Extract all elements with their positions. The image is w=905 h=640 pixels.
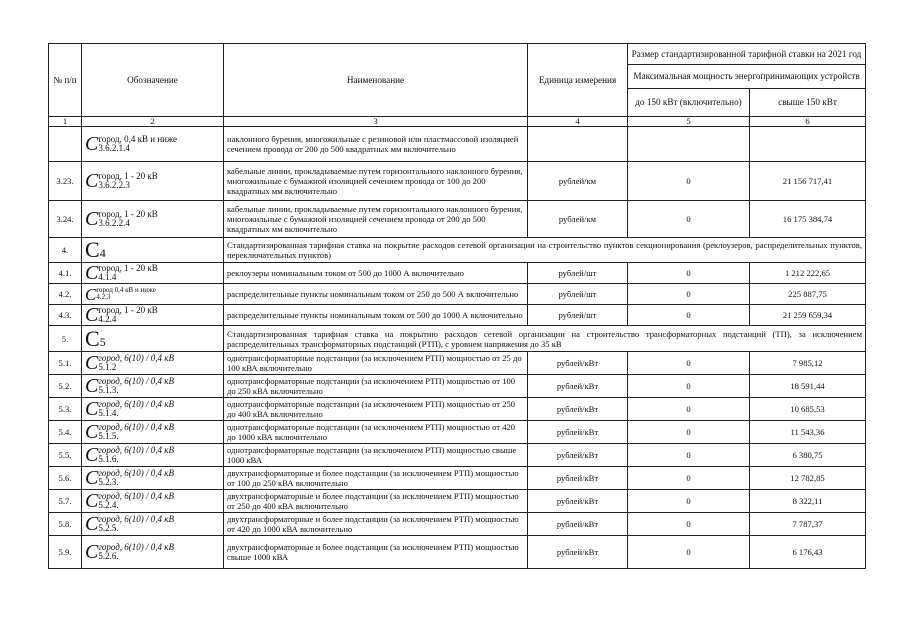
item-unit: рублей/кВт (528, 352, 628, 375)
rate-upto150: 0 (628, 536, 750, 569)
symbol-letter: C (85, 444, 99, 466)
tariff-table (48, 43, 866, 569)
symbol-subscript: 4.2.4 (98, 314, 117, 324)
item-name: двухтрансформаторные и более подстанции (за исключением РТП) мощностью от 100 до 250 кВА включительно (224, 467, 528, 490)
rate-upto150: 0 (628, 421, 750, 444)
rate-over150: 1 212 222,65 (750, 263, 866, 284)
column-number: 1 (49, 117, 82, 127)
item-unit: рублей/кВт (528, 467, 628, 490)
rate-upto150: 0 (628, 305, 750, 326)
rate-over150: 21 156 717,41 (750, 162, 866, 201)
symbol-letter: C (85, 541, 99, 563)
item-unit: рублей/кВт (528, 444, 628, 467)
rate-over150: 18 591,44 (750, 375, 866, 398)
symbol-subscript: 5.2.5. (98, 523, 119, 533)
rate-over150: 6 176,43 (750, 536, 866, 569)
row-number: 3.23. (49, 162, 82, 201)
rate-over150: 10 685,53 (750, 398, 866, 421)
symbol-superscript: город, 1 - 20 кВ (98, 263, 158, 273)
symbol-letter: C (85, 490, 99, 512)
designation-cell (82, 421, 224, 444)
item-name: двухтрансформаторные и более подстанции (за исключением РТП) мощностью свыше 1000 кВА (224, 536, 528, 569)
symbol-superscript: город, 6(10) / 0,4 кВ (98, 491, 174, 501)
tariff-symbol (85, 468, 220, 488)
section-row (49, 326, 866, 352)
rate-upto150: 0 (628, 467, 750, 490)
symbol-superscript: город, 6(10) / 0,4 кВ (98, 445, 174, 455)
symbol-letter: C (85, 375, 99, 397)
designation-cell (82, 375, 224, 398)
designation-cell (82, 444, 224, 467)
symbol-subscript: 5.1.2 (98, 362, 117, 372)
designation-cell (82, 284, 224, 305)
column-number: 3 (224, 117, 528, 127)
item-unit: рублей/кВт (528, 536, 628, 569)
rate-upto150: 0 (628, 201, 750, 238)
rate-over150: 12 782,85 (750, 467, 866, 490)
symbol-subscript: 4.1.4 (98, 272, 117, 282)
symbol-subscript: 5.2.3. (98, 477, 119, 487)
item-unit: рублей/кВт (528, 375, 628, 398)
designation-cell (82, 127, 224, 162)
item-unit: рублей/шт (528, 284, 628, 305)
symbol-superscript: город 0,4 кВ и ниже (96, 285, 156, 294)
item-name: кабельные линии, прокладываемые путем горизонтального наклонного бурения, многожильные с бумажной изоляцией сечением провода от 100 до 200 квадратных мм включительно (224, 162, 528, 201)
column-number: 6 (750, 117, 866, 127)
rate-over150: 6 380,75 (750, 444, 866, 467)
row-number: 5.1. (49, 352, 82, 375)
row-number: 4.3. (49, 305, 82, 326)
symbol-letter: C (85, 262, 99, 284)
rate-over150 (750, 127, 866, 162)
rate-upto150: 0 (628, 162, 750, 201)
table-row (49, 467, 866, 490)
symbol-subscript: 3.6.2.2.3 (98, 180, 130, 190)
rate-over150: 16 175 384,74 (750, 201, 866, 238)
symbol-superscript: город, 1 - 20 кВ (98, 209, 158, 219)
item-name: двухтрансформаторные и более подстанции (за исключением РТП) мощностью от 420 до 1000 кВА включительно (224, 513, 528, 536)
symbol-superscript: город, 6(10) / 0,4 кВ (98, 376, 174, 386)
row-number: 4.2. (49, 284, 82, 305)
symbol-subscript: 5.1.4. (98, 408, 119, 418)
item-name: однотрансформаторные подстанции (за исключением РТП) мощностью от 25 до 100 кВА включительно (224, 352, 528, 375)
symbol-letter: C (85, 513, 99, 535)
designation-cell (82, 162, 224, 201)
table-row (49, 201, 866, 238)
rate-over150: 21 259 659,34 (750, 305, 866, 326)
table-row (49, 305, 866, 326)
rate-upto150: 0 (628, 490, 750, 513)
header-over150: свыше 150 кВт (750, 89, 866, 117)
tariff-symbol (85, 445, 220, 465)
rate-over150: 11 543,36 (750, 421, 866, 444)
item-unit: рублей/кВт (528, 490, 628, 513)
table-row (49, 162, 866, 201)
symbol-letter: C (85, 284, 97, 304)
table-row (49, 284, 866, 305)
item-name: наклонного бурения, многожильные с резиновой или пластмассовой изоляцией сечением провода от 200 до 500 квадратных мм включительно (224, 127, 528, 162)
column-number: 4 (528, 117, 628, 127)
header-power-group: Максимальная мощность энергопринимающих устройств (628, 65, 866, 89)
table-row (49, 536, 866, 569)
header-unit: Единица измерения (528, 44, 628, 117)
row-number: 5.2. (49, 375, 82, 398)
tariff-symbol (85, 491, 220, 511)
designation-cell (82, 467, 224, 490)
item-unit: рублей/шт (528, 305, 628, 326)
table-row (49, 263, 866, 284)
rate-upto150: 0 (628, 352, 750, 375)
table-row (49, 375, 866, 398)
header-upto150: до 150 кВт (включительно) (628, 89, 750, 117)
symbol-letter: C (85, 237, 100, 262)
tariff-symbol (85, 325, 220, 351)
item-unit: рублей/кВт (528, 398, 628, 421)
item-unit: рублей/км (528, 201, 628, 238)
item-name: однотрансформаторные подстанции (за исключением РТП) мощностью от 100 до 250 кВА включительно (224, 375, 528, 398)
tariff-symbol (85, 376, 220, 396)
table-row (49, 490, 866, 513)
rate-upto150: 0 (628, 284, 750, 305)
table-row (49, 444, 866, 467)
item-unit: рублей/км (528, 162, 628, 201)
rate-upto150: 0 (628, 398, 750, 421)
row-number: 5.5. (49, 444, 82, 467)
symbol-letter: C (85, 352, 99, 374)
symbol-letter: C (85, 467, 99, 489)
designation-cell (82, 398, 224, 421)
symbol-letter: C (85, 304, 99, 326)
rate-upto150: 0 (628, 263, 750, 284)
row-number: 5. (49, 326, 82, 352)
rate-upto150 (628, 127, 750, 162)
section-description: Стандартизированная тарифная ставка на покрытию расходов сетевой организации на строительство трансформаторных подстанций (ТП), за исключением распределительных трансформаторных подстанций (РТП), с уровнем напряжения до 35 кВ (224, 326, 866, 352)
row-number: 5.3. (49, 398, 82, 421)
symbol-letter: C (85, 133, 99, 155)
column-number: 2 (82, 117, 224, 127)
designation-cell (82, 305, 224, 326)
header-designation: Обозначение (82, 44, 224, 117)
table-row (49, 127, 866, 162)
symbol-subscript: 3.6.2.1.4 (98, 143, 130, 153)
symbol-subscript: 5.1.3. (98, 385, 119, 395)
row-number: 4. (49, 238, 82, 263)
tariff-symbol (85, 209, 220, 229)
tariff-symbol (85, 305, 220, 325)
header-num: № п/п (49, 44, 82, 117)
designation-cell (82, 201, 224, 238)
symbol-subscript: 5.2.4. (98, 500, 119, 510)
tariff-symbol (85, 239, 220, 261)
symbol-superscript: город, 6(10) / 0,4 кВ (98, 353, 174, 363)
item-name: распределительные пункты номинальным током от 250 до 500 А включительно (224, 284, 528, 305)
symbol-superscript: город, 1 - 20 кВ (98, 171, 158, 181)
symbol-superscript: город, 6(10) / 0,4 кВ (98, 422, 174, 432)
symbol-superscript: город, 6(10) / 0,4 кВ (98, 399, 174, 409)
row-number: 3.24. (49, 201, 82, 238)
tariff-symbol (85, 286, 220, 303)
symbol-subscript: 5.2.6. (98, 551, 119, 561)
column-number: 5 (628, 117, 750, 127)
tariff-symbol (85, 171, 220, 191)
item-unit: рублей/кВт (528, 513, 628, 536)
tariff-symbol (85, 542, 220, 562)
symbol-letter: C (85, 421, 99, 443)
symbol-superscript: город, 0,4 кВ и ниже (98, 134, 178, 144)
item-name: однотрансформаторные подстанции (за исключением РТП) мощностью свыше 1000 кВА (224, 444, 528, 467)
item-name: реклоузеры номинальным током от 500 до 1000 А включительно (224, 263, 528, 284)
rate-over150: 7 787,37 (750, 513, 866, 536)
row-number (49, 127, 82, 162)
row-number: 4.1. (49, 263, 82, 284)
symbol-subscript: 5.1.6. (98, 454, 119, 464)
symbol-superscript: город, 6(10) / 0,4 кВ (98, 468, 174, 478)
row-number: 5.9. (49, 536, 82, 569)
table-row (49, 352, 866, 375)
tariff-symbol (85, 263, 220, 283)
section-row (49, 238, 866, 263)
designation-cell (82, 352, 224, 375)
symbol-subscript: 4.2.3 (96, 292, 111, 301)
rate-upto150: 0 (628, 444, 750, 467)
row-number: 5.8. (49, 513, 82, 536)
item-name: однотрансформаторные подстанции (за исключением РТП) мощностью от 250 до 400 кВА включительно (224, 398, 528, 421)
symbol-superscript: город, 6(10) / 0,4 кВ (98, 514, 174, 524)
symbol-subscript: 4 (99, 246, 106, 260)
symbol-subscript: 3.6.2.2.4 (98, 218, 130, 228)
tariff-symbol (85, 514, 220, 534)
item-unit: рублей/шт (528, 263, 628, 284)
item-name: распределительные пункты номинальным током от 500 до 1000 А включительно (224, 305, 528, 326)
designation-cell (82, 490, 224, 513)
symbol-superscript: город, 6(10) / 0,4 кВ (98, 542, 174, 552)
rate-over150: 8 322,11 (750, 490, 866, 513)
item-name: двухтрансформаторные и более подстанции (за исключением РТП) мощностью от 250 до 400 кВА включительно (224, 490, 528, 513)
header-rate-group: Размер стандартизированной тарифной ставки на 2021 год (628, 44, 866, 65)
tariff-symbol (85, 399, 220, 419)
rate-over150: 7 985,12 (750, 352, 866, 375)
tariff-symbol (85, 353, 220, 373)
symbol-subscript: 5.1.5. (98, 431, 119, 441)
designation-cell (82, 513, 224, 536)
symbol-subscript: 5 (99, 334, 106, 349)
symbol-letter: C (85, 208, 99, 230)
table-row (49, 421, 866, 444)
symbol-letter: C (85, 398, 99, 420)
symbol-letter: C (85, 325, 100, 351)
table-row (49, 513, 866, 536)
rate-upto150: 0 (628, 513, 750, 536)
table-row (49, 398, 866, 421)
symbol-superscript: город, 1 - 20 кВ (98, 305, 158, 315)
symbol-letter: C (85, 170, 99, 192)
designation-cell (82, 263, 224, 284)
rate-upto150: 0 (628, 375, 750, 398)
designation-cell (82, 536, 224, 569)
section-description: Стандартизированная тарифная ставка на покрытие расходов сетевой организации на строительство пунктов секционирования (реклоузеров, распределительных пунктов, переключательных пунктов) (224, 238, 866, 263)
item-name: однотрансформаторные подстанции (за исключением РТП) мощностью от 420 до 1000 кВА включительно (224, 421, 528, 444)
item-unit: рублей/кВт (528, 421, 628, 444)
row-number: 5.4. (49, 421, 82, 444)
designation-cell (82, 238, 224, 263)
row-number: 5.6. (49, 467, 82, 490)
item-name: кабельные линии, прокладываемые путем горизонтального наклонного бурения, многожильные с бумажной изоляцией сечением провода от 200 до 500 квадратных мм включительно (224, 201, 528, 238)
tariff-symbol (85, 422, 220, 442)
row-number: 5.7. (49, 490, 82, 513)
tariff-symbol (85, 134, 220, 154)
item-unit (528, 127, 628, 162)
header-name: Наименование (224, 44, 528, 117)
rate-over150: 225 887,75 (750, 284, 866, 305)
designation-cell (82, 326, 224, 352)
